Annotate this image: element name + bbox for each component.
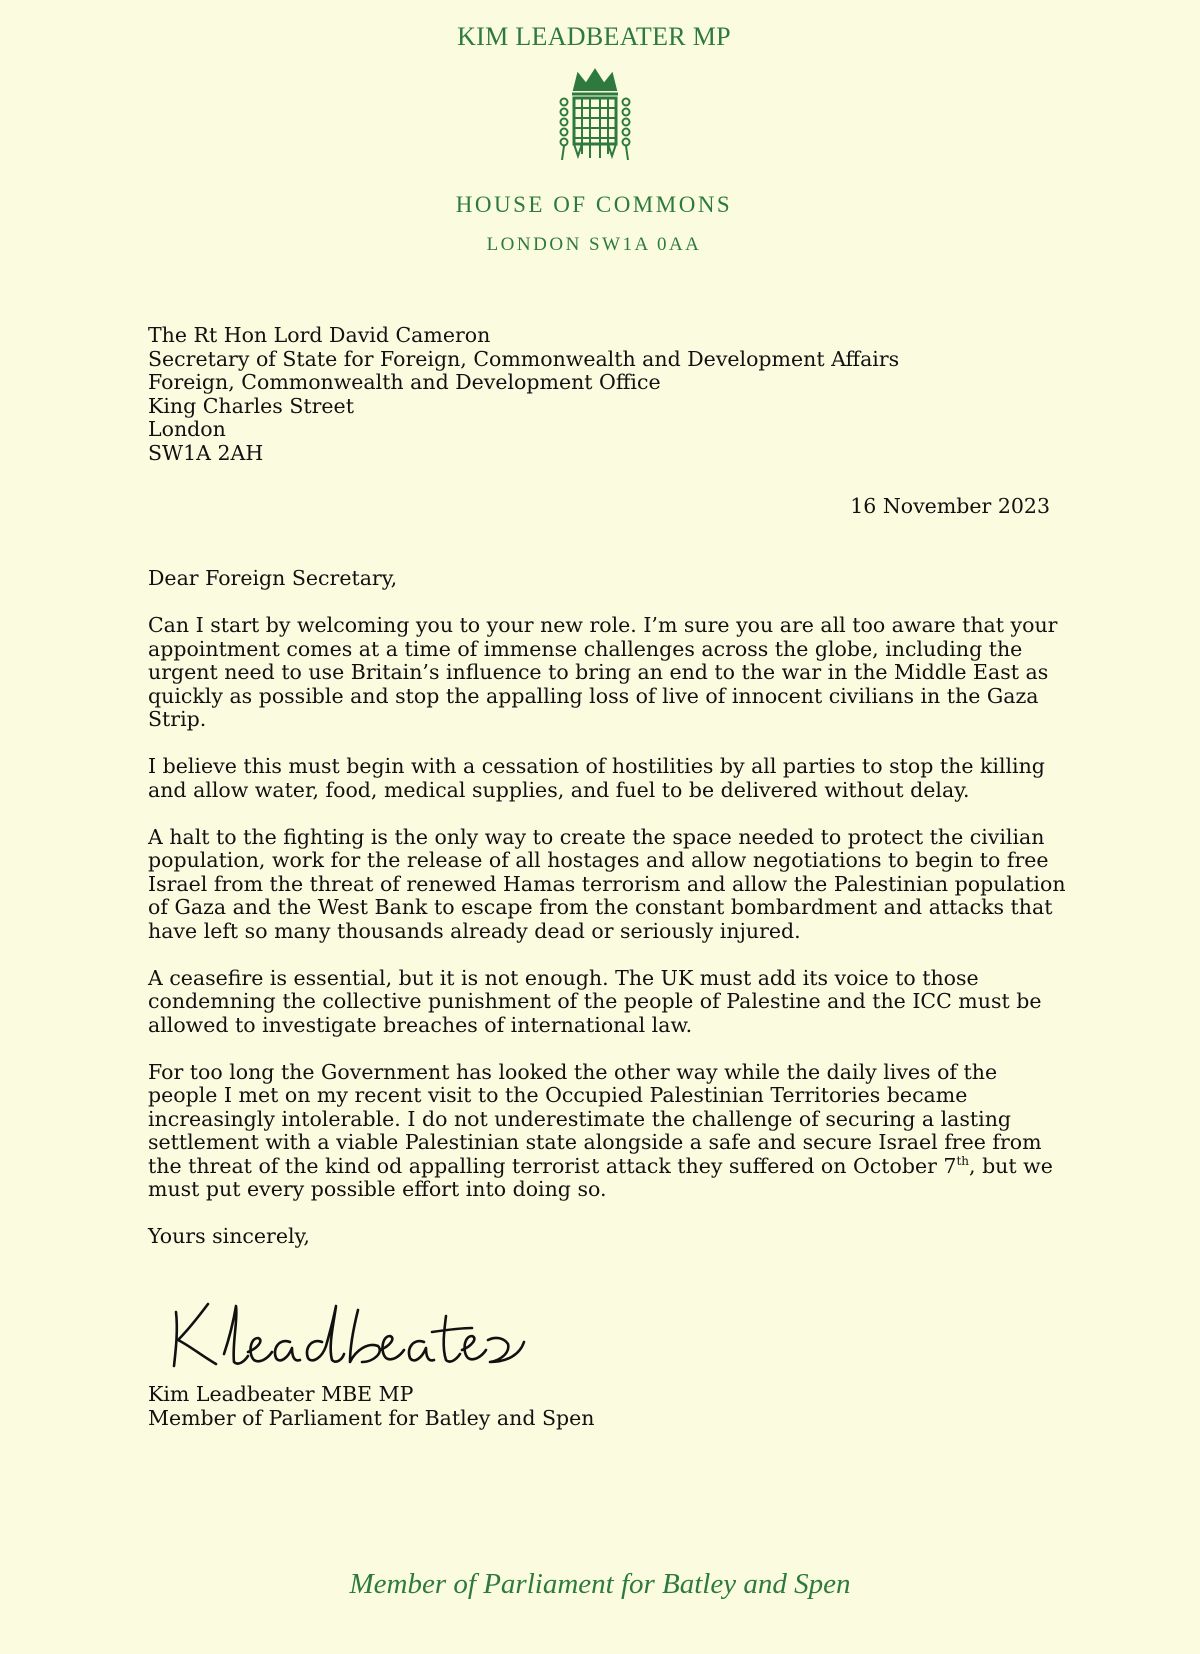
recipient-line: Foreign, Commonwealth and Development Office bbox=[148, 370, 661, 394]
letterhead-name: KIM LEADBEATER MP bbox=[457, 22, 731, 51]
paragraph-text: For too long the Government has looked the other way while the daily lives of the people I met on my recent visit to the Occupied Palestinian Territories became increasingly intolerable. I do not underestimate the challenge of securing a lasting settlement with a viable Palestinian state alongside a safe and secure Israel free from the threat of the kind od appalling terrorist attack they suffered on October 7 bbox=[148, 1059, 1042, 1178]
letter-footer: Member of Parliament for Batley and Spen bbox=[349, 1568, 851, 1600]
salutation: Dear Foreign Secretary, bbox=[148, 566, 398, 590]
closing: Yours sincerely, bbox=[148, 1224, 310, 1248]
signoff-title: Member of Parliament for Batley and Spen bbox=[148, 1406, 595, 1430]
recipient-line: King Charles Street bbox=[148, 393, 354, 418]
handwritten-signature bbox=[168, 1292, 558, 1382]
recipient-line: SW1A 2AH bbox=[148, 440, 264, 465]
letter-body bbox=[148, 567, 1068, 1272]
body-paragraph-final bbox=[148, 1061, 1068, 1202]
letterhead-institution: HOUSE OF COMMONS bbox=[455, 192, 733, 217]
recipient-address-block bbox=[148, 324, 899, 465]
recipient-line: London bbox=[148, 417, 226, 441]
paragraph-text: , but we must put every possible effort into doing so. bbox=[148, 1153, 1053, 1201]
recipient-line: The Rt Hon Lord David Cameron bbox=[148, 323, 491, 347]
body-paragraph: A ceasefire is essential, but it is not enough. The UK must add its voice to those condemning the collective punishment of the people of Palestine and the ICC must be allowed to investigate breaches of international law. bbox=[148, 965, 1042, 1037]
portcullis-icon bbox=[552, 68, 638, 166]
ordinal-suffix: th bbox=[956, 1153, 970, 1168]
signoff-name: Kim Leadbeater MBE MP bbox=[148, 1382, 414, 1406]
signoff-block bbox=[148, 1382, 594, 1430]
body-paragraph: I believe this must begin with a cessation of hostilities by all parties to stop the killing and allow water, food, medical supplies, and fuel to be delivered without delay. bbox=[148, 754, 1045, 802]
recipient-line: Secretary of State for Foreign, Commonwealth and Development Affairs bbox=[148, 346, 900, 371]
body-paragraph: A halt to the fighting is the only way to create the space needed to protect the civilian population, work for the release of all hostages and allow negotiations to begin to free Israel from the threat of renewed Hamas terrorism and allow the Palestinian population of Gaza and the West Bank to escape from the constant bombardment and attacks that have left so many thousands already dead or seriously injured. bbox=[148, 824, 1066, 943]
body-paragraph: Can I start by welcoming you to your new role. I’m sure you are all too aware that your appointment comes at a time of immense challenges across the globe, including the urgent need to use Britain’s influence to bring an end to the war in the Middle East as quickly as possible and stop the appalling loss of live of innocent civilians in the Gaza Strip. bbox=[148, 613, 1058, 731]
letter-date: 16 November 2023 bbox=[850, 494, 1050, 518]
letterhead-address: LONDON SW1A 0AA bbox=[486, 234, 702, 255]
